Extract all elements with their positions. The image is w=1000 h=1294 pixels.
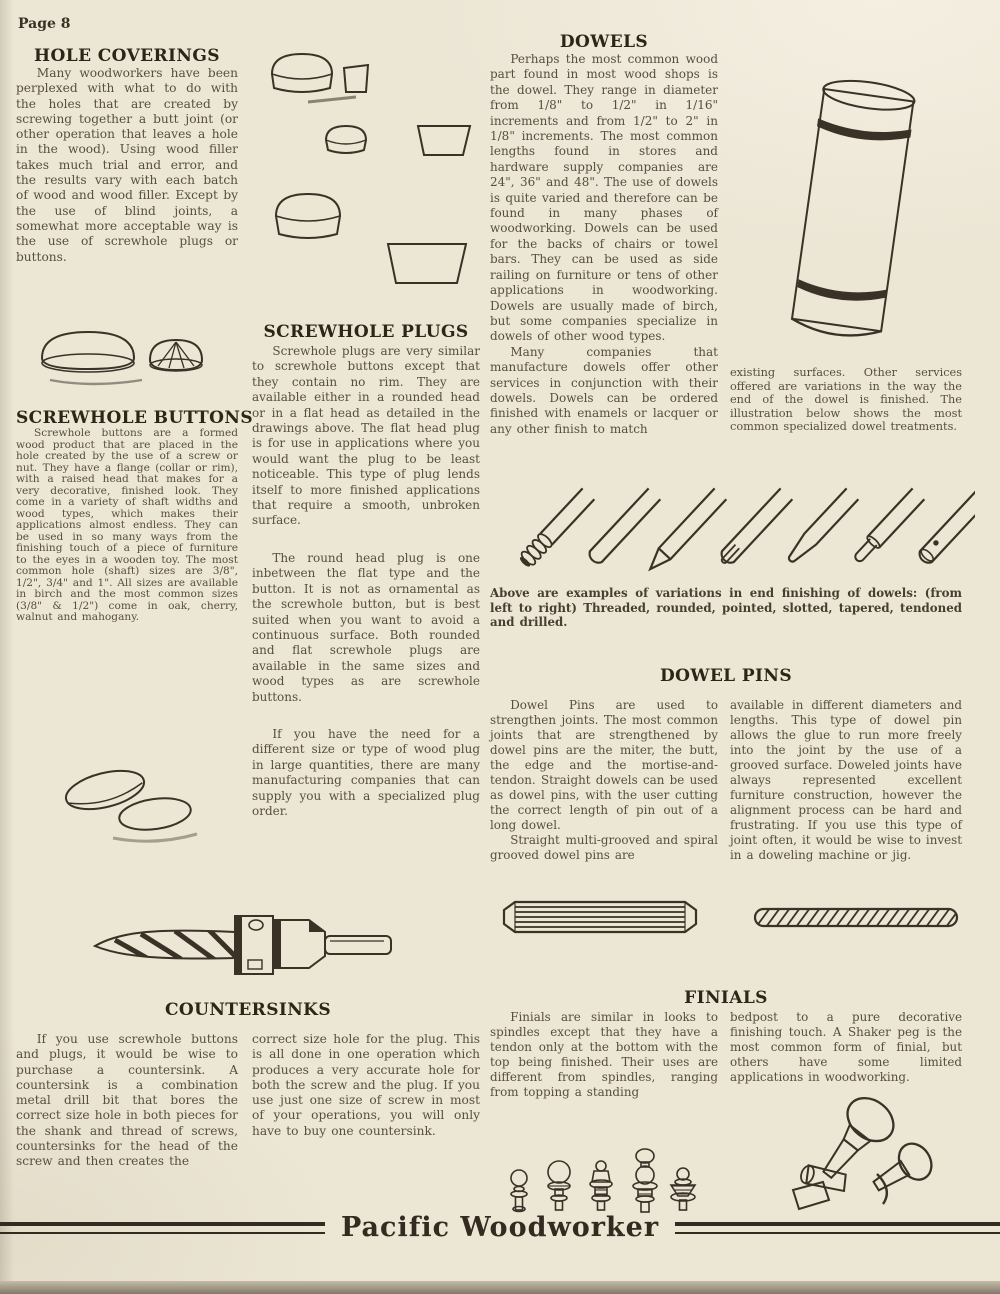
finials-column-1 bbox=[490, 1010, 718, 1100]
screwhole-plugs-illustration bbox=[258, 38, 478, 310]
paragraph: Screwhole buttons are a formed wood product that are placed in the hole created by the use of a screw or nut. They have a flange (collar or rim), with a raised head that makes for a very decorative, finished look. They come in a variety of shaft widths and wood types, which makes their applications almost endless. They can be used in so many ways from the finishing touch of a piece of furniture to the eyes in a wooden toy. The most common hole (shaft) sizes are 3/8", 1/2", 3/4" and 1". All sizes are available in birch and the most common sizes (3/8" & 1/2") come in oak, cherry, walnut and mahogany. bbox=[16, 427, 238, 623]
hole-coverings-body bbox=[16, 66, 238, 265]
paragraph: Dowel Pins are used to strengthen joints. The most common joints that are strengthened by dowel pins are the miter, the butt, the edge and the mortise-and-tendon. Straight dowels can be used as dowel pins, with the user cutting the correct length of pin out of a long dowel. bbox=[490, 698, 718, 832]
caption-text: Above are examples of variations in end finishing of dowels: (from left to right) Threaded, rounded, pointed, slotted, tapered, tendoned and drilled. bbox=[490, 586, 962, 630]
paragraph: The round head plug is one inbetween the flat type and the button. It is not as ornamental as the screwhole button, but is best suited when you want to avoid a continuous surface. Both rounded and flat screwhole plugs are available in the same sizes and wood types as are screwhole buttons. bbox=[252, 550, 480, 704]
screwhole-buttons-body bbox=[16, 428, 238, 624]
page-number-label: Page 8 bbox=[18, 16, 71, 32]
finials-row-illustration bbox=[497, 1128, 702, 1218]
wood-plugs-pair-illustration bbox=[55, 752, 205, 847]
footer-rule-left bbox=[0, 1222, 325, 1234]
dowel-pins-column-2 bbox=[730, 698, 962, 863]
footer bbox=[0, 1212, 1000, 1243]
screwhole-plugs-body bbox=[252, 344, 480, 819]
paragraph: Many woodworkers have been perplexed with what to do with the holes that are created by screwing together a butt joint (or other operation that leaves a hole in the wood). Using wood filler takes much trial and error, and the results vary with each batch of wood and wood filler. Except by the use of blind joints, a somewhat more acceptable way is the use of screwhole plugs or buttons. bbox=[16, 66, 238, 264]
dowel-bundle-illustration bbox=[742, 48, 962, 363]
screwhole-buttons-title: SCREWHOLE BUTTONS bbox=[16, 408, 253, 428]
paragraph: Straight multi-grooved and spiral grooved dowel pins are bbox=[490, 833, 718, 862]
paragraph: Finials are similar in looks to spindles except that they have a tendon only at the bottom with the top being finished. Their uses are different from spindles, ranging from topping a standing bbox=[490, 1010, 718, 1099]
paragraph: If you use screwhole buttons and plugs, it would be wise to purchase a countersink. A countersink is a combination metal drill bit that bores the correct size hole in both pieces for the shank and thread of screws, countersinks for the head of the screw and then creates the bbox=[16, 1032, 238, 1169]
dowel-ends-caption bbox=[490, 586, 962, 630]
dowel-pins-column-1 bbox=[490, 698, 718, 863]
screwhole-buttons-illustration bbox=[30, 322, 220, 402]
spiral-grooved-pin-illustration bbox=[750, 900, 962, 934]
paragraph: Many companies that manufacture dowels offer other services in conjunction with their dowels. Dowels can be ordered finished with enamels or lacquer or any other finish to match bbox=[490, 344, 718, 436]
publication-title: Pacific Woodworker bbox=[340, 1212, 660, 1243]
paragraph: Screwhole plugs are very similar to screwhole buttons except that they contain no rim. They are available either in a rounded head or in a flat head as detailed in the drawings above. The flat head plug is for use in applications where you would want the plug to be least noticeable. This type of plug lends itself to more finished applications that require a smooth, unbroken surface. bbox=[252, 344, 480, 528]
straight-grooved-pin-illustration bbox=[497, 893, 702, 941]
paragraph: Perhaps the most common wood part found in most wood shops is the dowel. They range in diameter from 1/8" to 1/2" in 1/16" increments and from 1/2" to 2" in 1/8" increments. The most common lengths found in stores and hardware supply companies are 24", 36" and 48". The use of dowels is quite varied and therefore can be found in many phases of woodworking. Dowels can be used for the backs of chairs or towel bars. They can be used as side railing on furniture or tens of other applications in woodworking. Dowels are usually made of birch, but some companies specialize in dowels of other wood types. bbox=[490, 52, 718, 344]
dowels-title: DOWELS bbox=[559, 32, 649, 52]
countersinks-column-1 bbox=[16, 1032, 238, 1170]
countersink-bit-illustration bbox=[85, 898, 405, 993]
paragraph: existing surfaces. Other services offered are variations in the way the end of the dowel is finished. The illustration below shows the most common specialized dowel treatments. bbox=[730, 366, 962, 434]
scan-edge-shadow bbox=[0, 0, 14, 1294]
finials-column-2 bbox=[730, 1010, 962, 1085]
paragraph: bedpost to a pure decorative finishing touch. A Shaker peg is the most common form of finial, but others have some limited applications in woodworking. bbox=[730, 1010, 962, 1084]
hole-coverings-title: HOLE COVERINGS bbox=[34, 46, 220, 66]
dowels-column-2 bbox=[730, 366, 962, 434]
dowel-end-treatments-illustration bbox=[495, 476, 975, 581]
footer-rule-right bbox=[675, 1222, 1000, 1234]
paragraph: If you have the need for a different size or type of wood plug in large quantities, there are many manufacturing companies that can supply you with a specialized plug order. bbox=[252, 726, 480, 818]
dowel-pins-title: DOWEL PINS bbox=[659, 666, 793, 686]
screwhole-plugs-title: SCREWHOLE PLUGS bbox=[263, 322, 469, 342]
countersinks-title: COUNTERSINKS bbox=[164, 1000, 332, 1020]
paragraph: correct size hole for the plug. This is all done in one operation which produces a very accurate hole for both the screw and the plug. If you use just one size of screw in most of your operations, you will only have to buy one countersink. bbox=[252, 1032, 480, 1138]
dowels-column-1 bbox=[490, 52, 718, 437]
shaker-pegs-illustration bbox=[765, 1078, 960, 1218]
scan-bottom-band bbox=[0, 1281, 1000, 1294]
paragraph: available in different diameters and lengths. This type of dowel pin allows the glue to run more freely into the joint by the use of a grooved surface. Doweled joints have always represented excellent furniture construction, however the alignment process can be hard and frustrating. If you use this type of joint often, it would be wise to invest in a doweling machine or jig. bbox=[730, 698, 962, 862]
finials-title: FINIALS bbox=[684, 988, 768, 1008]
countersinks-column-2 bbox=[252, 1032, 480, 1139]
